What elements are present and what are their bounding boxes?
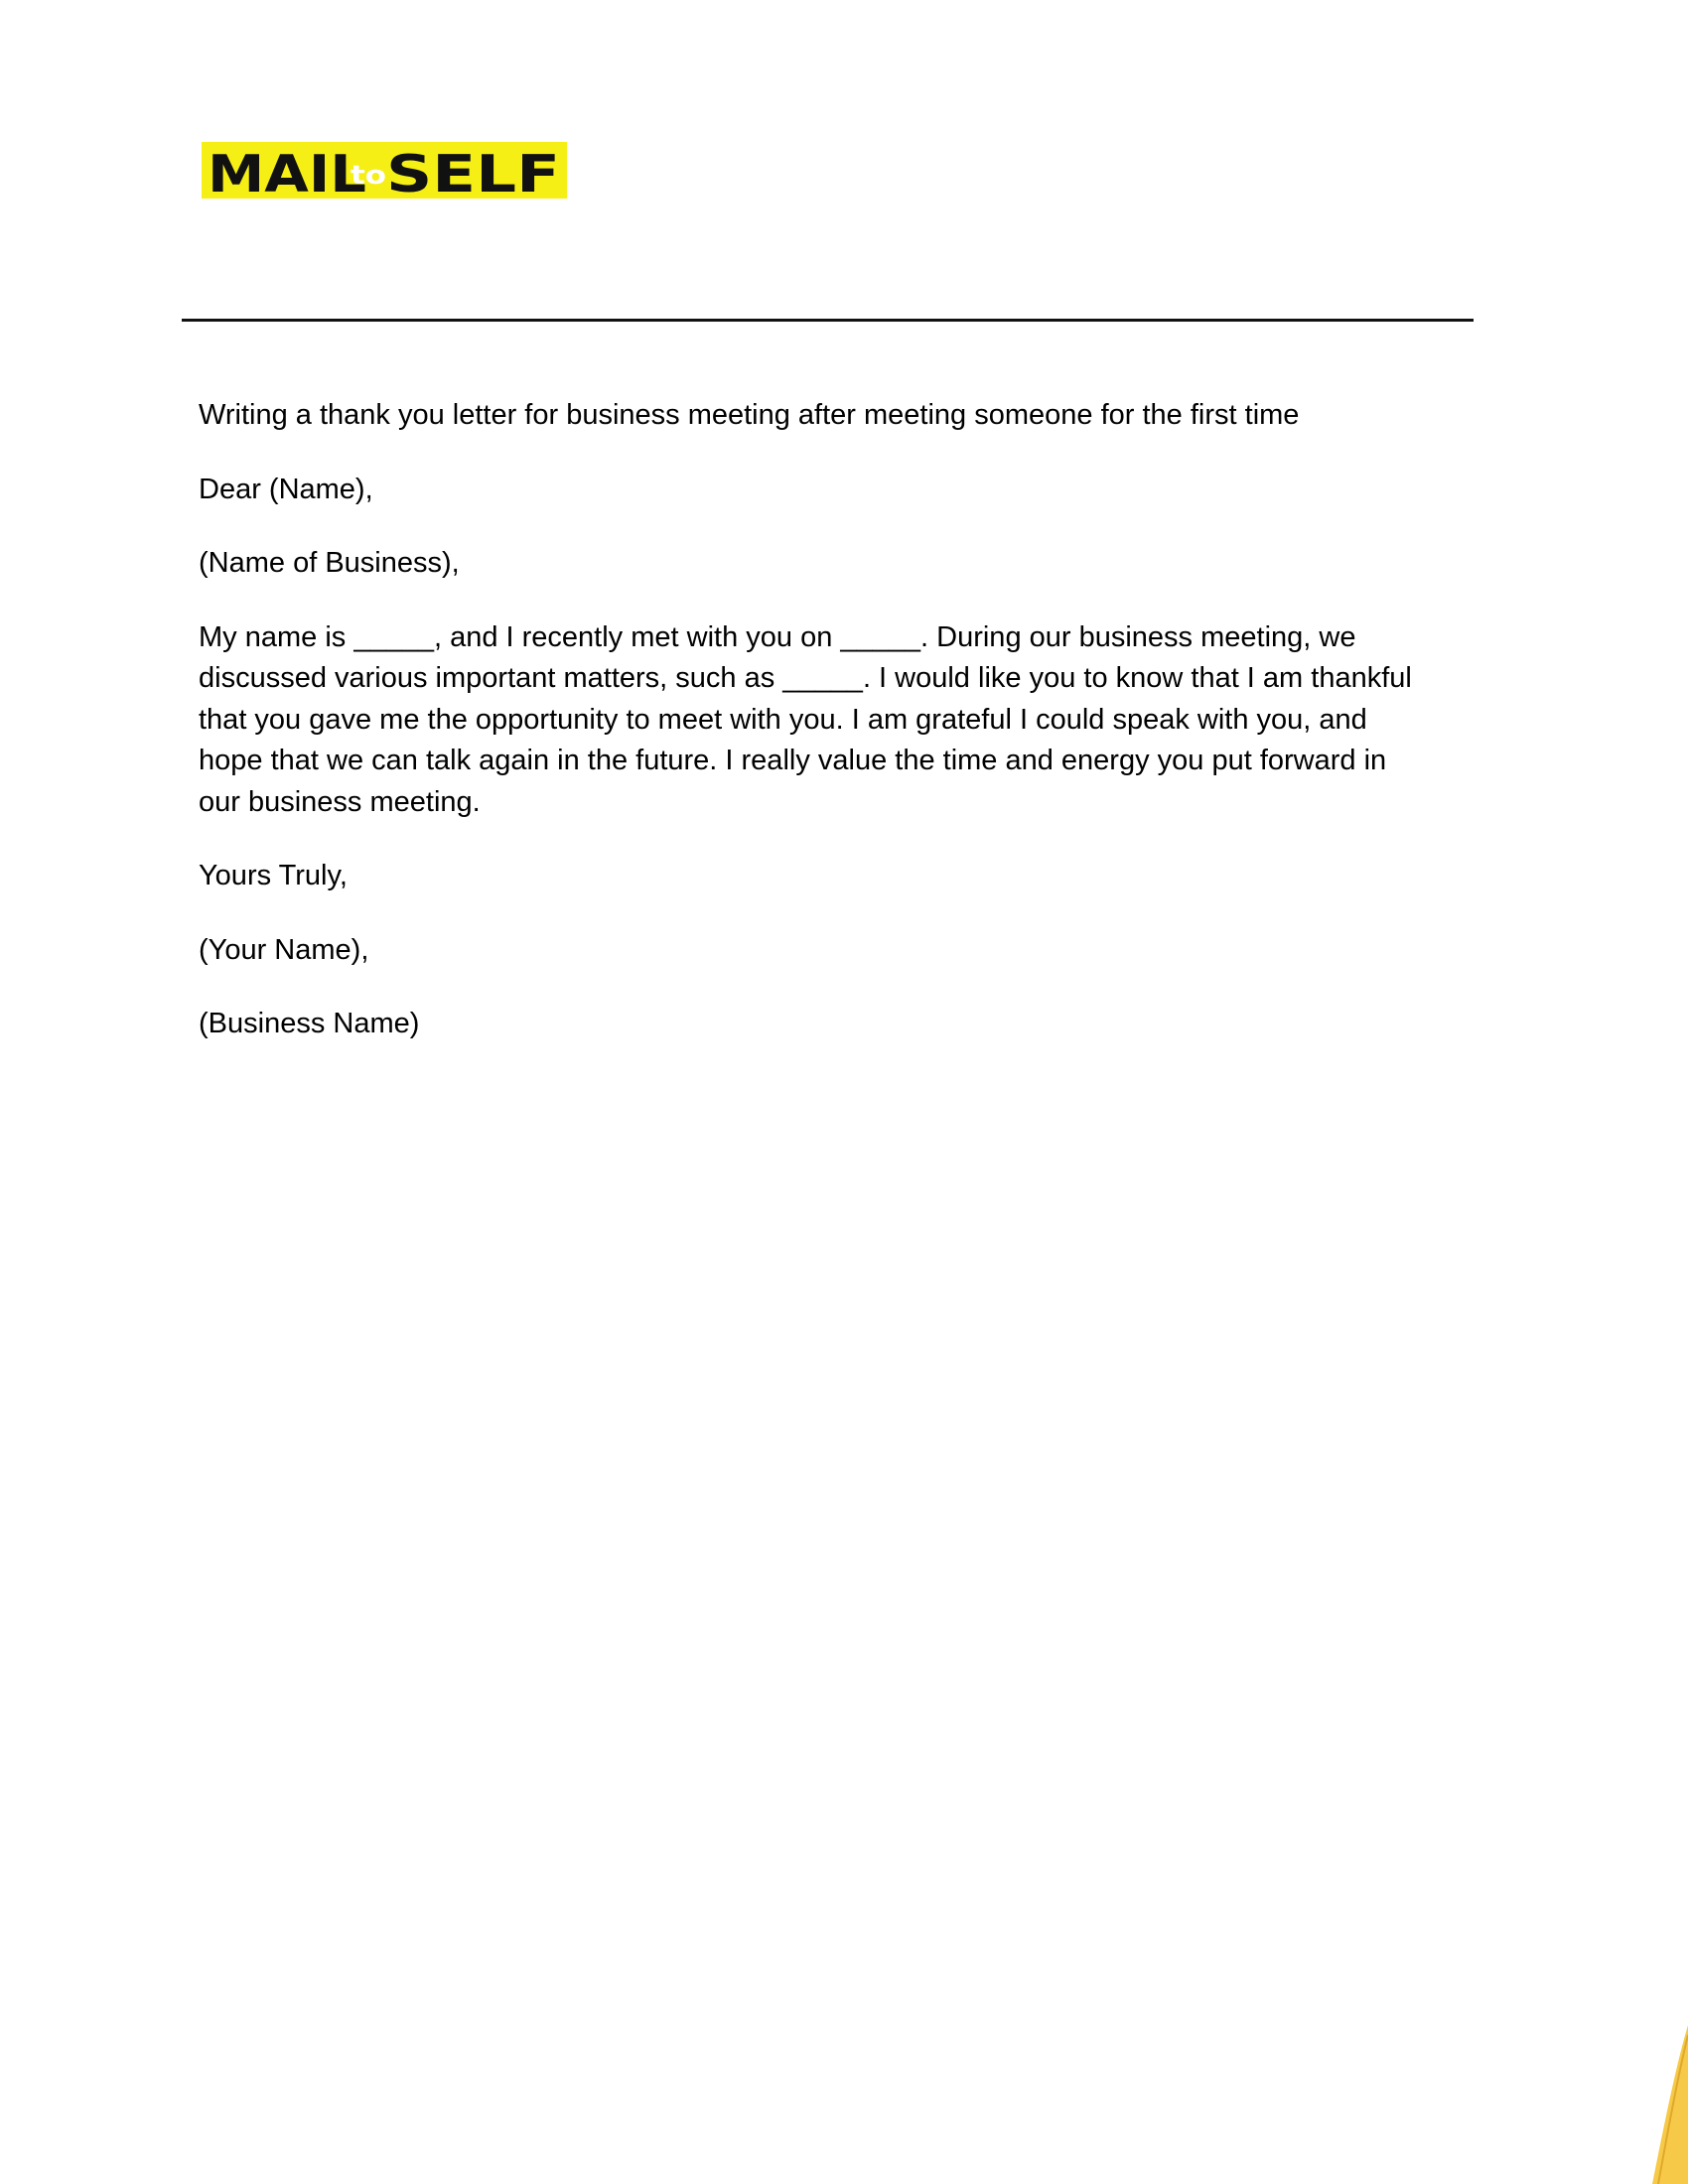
logo-text-self: SELF xyxy=(386,145,560,199)
logo-text-mail: MAIL xyxy=(208,145,366,199)
business-name-line: (Name of Business), xyxy=(199,547,460,579)
paragraph-line: our business meeting. xyxy=(199,785,481,818)
letter-paragraph xyxy=(199,617,1489,824)
signature-business: (Business Name) xyxy=(199,1008,420,1039)
paragraph-line: that you gave me the opportunity to meet with you. I am grateful I could speak with you, and xyxy=(199,703,1367,736)
logo-wordmark xyxy=(202,142,567,199)
mail-to-self-logo xyxy=(202,142,567,199)
paragraph-line: My name is _____, and I recently met with you on _____. During our business meeting, we xyxy=(199,620,1356,653)
closing: Yours Truly, xyxy=(199,860,348,891)
logo-text-to: to xyxy=(351,161,386,191)
paragraph-line: discussed various important matters, such as _____. I would like you to know that I am thankful xyxy=(199,662,1412,694)
header-divider xyxy=(182,319,1474,322)
paragraph-line: hope that we can talk again in the future. I really value the time and energy you put forward in xyxy=(199,745,1387,776)
corner-swoosh-decoration xyxy=(1638,2025,1688,2184)
salutation: Dear (Name), xyxy=(199,473,373,505)
signature-name: (Your Name), xyxy=(199,933,369,966)
letter-body xyxy=(199,395,1489,1078)
letter-heading: Writing a thank you letter for business meeting after meeting someone for the first time xyxy=(199,399,1300,431)
